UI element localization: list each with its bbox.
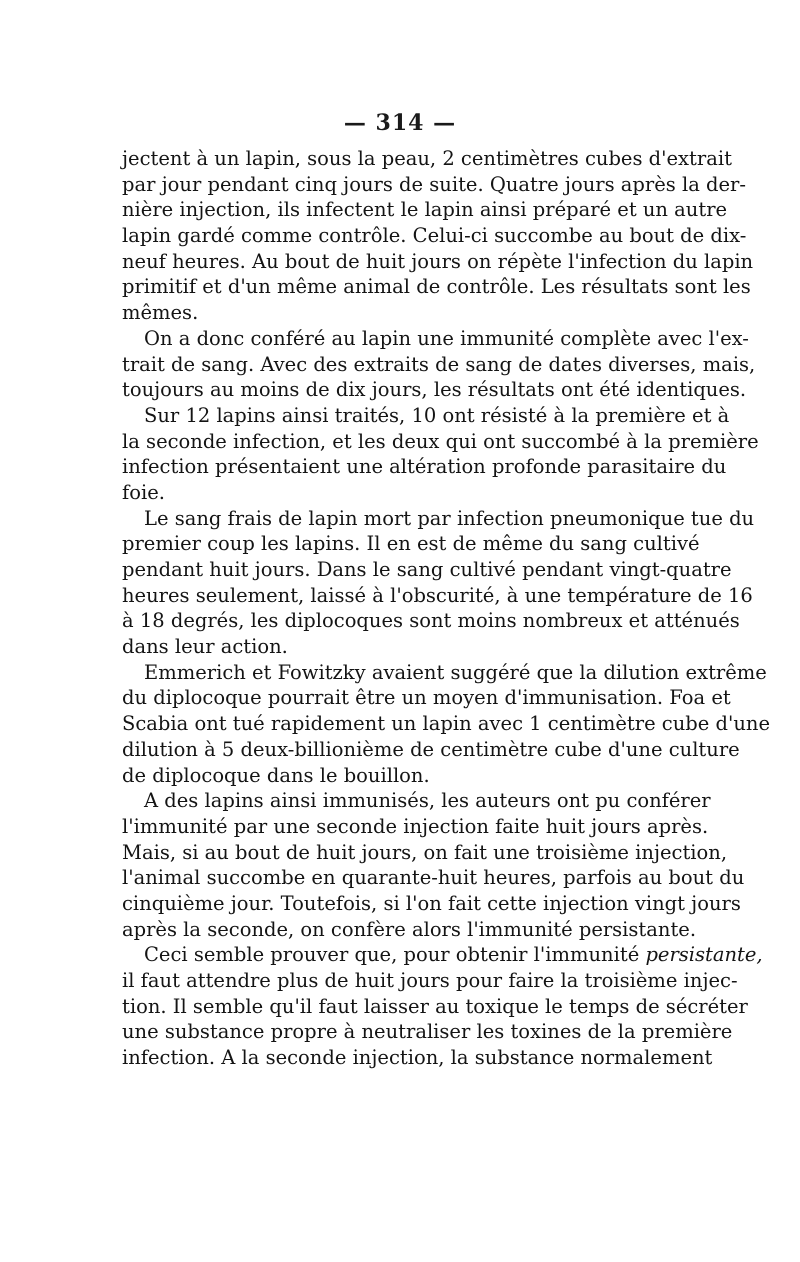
text-line-content: mêmes. (122, 301, 199, 325)
text-line-content: la seconde infection, et les deux qui ont succombé à la première (122, 429, 759, 453)
text-line (122, 634, 682, 660)
text-line (122, 814, 709, 840)
text-line (122, 531, 700, 557)
text-line-content: Emmerich et Fowitzky avaient suggéré que la dilution extrême (144, 660, 767, 684)
text-line-content: Mais, si au bout de huit jours, on fait une troisième injection, (122, 840, 728, 864)
text-line-content: premier coup les lapins. Il en est de même du sang cultivé (122, 532, 700, 556)
text-line (122, 763, 682, 789)
text-line (122, 685, 731, 711)
text-line (122, 300, 682, 326)
text-line-content: dans leur action. (122, 635, 288, 659)
text-line (122, 660, 767, 686)
text-line (122, 968, 738, 994)
text-line-content: il faut attendre plus de huit jours pour faire la troisième injec- (122, 969, 738, 992)
text-line-content: foie. (122, 480, 165, 504)
text-line-content: tion. Il semble qu'il faut laisser au toxique le temps de sécréter (122, 994, 748, 1018)
text-line-content: A des lapins ainsi immunisés, les auteurs ont pu conférer (144, 789, 711, 813)
text-line-content: primitif et d'un même animal de contrôle. Les résultats sont les (122, 275, 751, 299)
text-line (122, 608, 740, 634)
text-line (122, 454, 727, 480)
text-line-content: une substance propre à neutraliser les toxines de la première (122, 1020, 733, 1044)
text-line (122, 377, 747, 403)
text-line (122, 891, 741, 917)
text-line (122, 480, 682, 506)
text-line (122, 917, 697, 943)
text-line-content: trait de sang. Avec des extraits de sang de dates diverses, mais, (122, 352, 756, 376)
text-line (122, 865, 745, 891)
text-line (122, 249, 754, 275)
text-line (122, 506, 755, 532)
text-line (122, 583, 753, 609)
text-line-content: heures seulement, laissé à l'obscurité, à une température de 16 (122, 583, 753, 607)
text-line-content: par jour pendant cinq jours de suite. Quatre jours après la der- (122, 172, 746, 196)
text-line (122, 788, 711, 814)
text-line (122, 326, 749, 352)
text-line-content: cinquième jour. Toutefois, si l'on fait cette injection vingt jours (122, 891, 741, 915)
text-line (122, 994, 748, 1020)
text-line (122, 223, 747, 249)
text-line-content: lapin gardé comme contrôle. Celui-ci succombe au bout de dix- (122, 224, 747, 248)
text-line (122, 403, 730, 429)
text-line-content: Scabia ont tué rapidement un lapin avec 1 centimètre cube d'une (122, 712, 771, 736)
text-line-content: de diplocoque dans le bouillon. (122, 763, 430, 787)
text-line-content: pendant huit jours. Dans le sang cultivé pendant vingt-quatre (122, 558, 732, 581)
text-line (122, 429, 759, 455)
text-line-content: dilution à 5 deux-billionième de centimètre cube d'une culture (122, 737, 740, 761)
text-line-content: infection présentaient une altération profonde parasitaire du (122, 455, 727, 479)
text-line-content: du diplocoque pourrait être un moyen d'immunisation. Foa et (122, 686, 731, 710)
text-line (122, 840, 728, 866)
text-line (122, 711, 771, 737)
text-line (122, 172, 746, 198)
body-text (122, 146, 771, 1071)
text-line (122, 274, 751, 300)
text-line-content: l'animal succombe en quarante-huit heures, parfois au bout du (122, 866, 745, 890)
text-line-content: toujours au moins de dix jours, les résultats ont été identiques. (122, 378, 747, 402)
text-line-content: jectent à un lapin, sous la peau, 2 centimètres cubes d'extrait (122, 147, 732, 170)
text-line-content: après la seconde, on confère alors l'immunité persistante. (122, 917, 697, 941)
text-line (122, 1019, 733, 1045)
text-line-content: Le sang frais de lapin mort par infection pneumonique tue du (144, 506, 755, 530)
text-line (122, 1045, 713, 1071)
text-line (122, 737, 740, 763)
text-line-content: Sur 12 lapins ainsi traités, 10 ont résisté à la première et à (144, 403, 730, 427)
text-line (122, 146, 732, 172)
text-line-content: à 18 degrés, les diplocoques sont moins nombreux et atténués (122, 609, 740, 633)
text-line (122, 352, 756, 378)
italic-word: persistante, (645, 943, 763, 967)
text-line-content: Ceci semble prouver que, pour obtenir l'immunité (144, 943, 646, 967)
text-line (122, 557, 732, 583)
page-number: — 314 — (343, 110, 457, 136)
text-line-content: nière injection, ils infectent le lapin ainsi préparé et un autre (122, 198, 728, 222)
text-line-content: neuf heures. Au bout de huit jours on répète l'infection du lapin (122, 249, 754, 273)
text-line (122, 942, 763, 968)
text-line (122, 197, 728, 223)
text-line-content: l'immunité par une seconde injection faite huit jours après. (122, 814, 709, 838)
text-line-content: infection. A la seconde injection, la substance normalement (122, 1046, 713, 1070)
text-line-content: On a donc conféré au lapin une immunité complète avec l'ex- (144, 326, 749, 350)
